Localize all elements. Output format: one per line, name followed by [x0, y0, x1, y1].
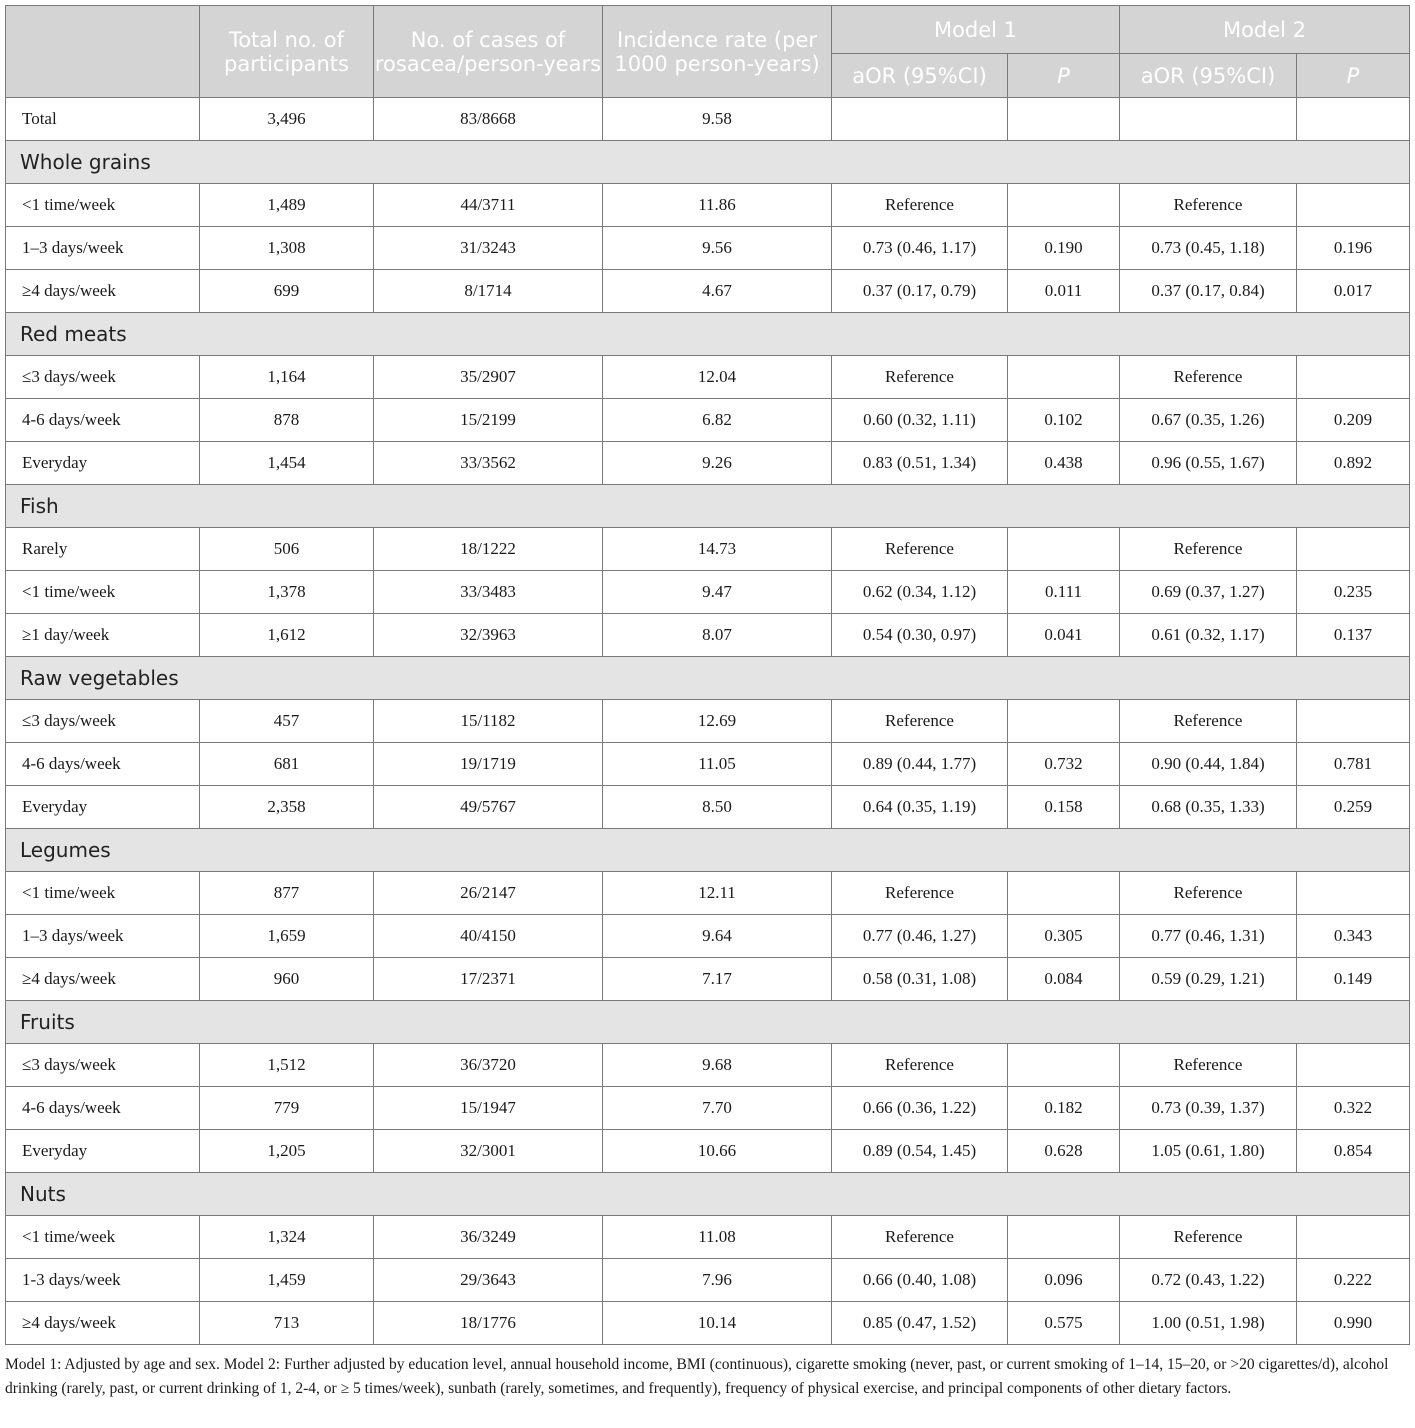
- cell-cases: 8/1714: [374, 270, 603, 313]
- cell-model-2-p: [1297, 98, 1410, 141]
- cell-model-1-p: [1008, 98, 1120, 141]
- cell-model-2-p: [1297, 356, 1410, 399]
- cell-incidence-rate: 8.07: [603, 614, 832, 657]
- cell-incidence-rate: 12.04: [603, 356, 832, 399]
- cell-model-2-aor: Reference: [1120, 1216, 1297, 1259]
- cell-model-2-aor: 0.90 (0.44, 1.84): [1120, 743, 1297, 786]
- cell-cases: 29/3643: [374, 1259, 603, 1302]
- header-model-2-p: P: [1297, 54, 1410, 98]
- cell-model-1-aor: 0.64 (0.35, 1.19): [832, 786, 1008, 829]
- cell-model-1-p: 0.084: [1008, 958, 1120, 1001]
- row-label: 4-6 days/week: [6, 399, 200, 442]
- cell-model-1-p: 0.438: [1008, 442, 1120, 485]
- cell-model-2-aor: 0.73 (0.39, 1.37): [1120, 1087, 1297, 1130]
- cell-cases: 15/1182: [374, 700, 603, 743]
- cell-model-2-aor: 0.37 (0.17, 0.84): [1120, 270, 1297, 313]
- cell-model-1-p: [1008, 184, 1120, 227]
- cell-model-2-p: [1297, 528, 1410, 571]
- section-label: Red meats: [6, 313, 1410, 356]
- table-row: [6, 1044, 1410, 1087]
- cell-model-1-p: [1008, 872, 1120, 915]
- cell-total-participants: 506: [200, 528, 374, 571]
- cell-cases: 35/2907: [374, 356, 603, 399]
- header-cases: No. of cases of rosacea/person-years: [374, 6, 603, 98]
- cell-total-participants: 1,308: [200, 227, 374, 270]
- cell-model-1-aor: 0.37 (0.17, 0.79): [832, 270, 1008, 313]
- row-label: Total: [6, 98, 200, 141]
- cell-incidence-rate: 7.96: [603, 1259, 832, 1302]
- cell-model-1-p: [1008, 356, 1120, 399]
- cell-total-participants: 713: [200, 1302, 374, 1345]
- cell-total-participants: 1,324: [200, 1216, 374, 1259]
- section-label: Fish: [6, 485, 1410, 528]
- cell-model-1-p: [1008, 1044, 1120, 1087]
- cell-total-participants: 1,454: [200, 442, 374, 485]
- cell-cases: 33/3483: [374, 571, 603, 614]
- table-row: [6, 270, 1410, 313]
- cell-total-participants: 1,512: [200, 1044, 374, 1087]
- cell-cases: 15/1947: [374, 1087, 603, 1130]
- row-label: 4-6 days/week: [6, 1087, 200, 1130]
- table-row: [6, 786, 1410, 829]
- cell-model-1-aor: 0.58 (0.31, 1.08): [832, 958, 1008, 1001]
- cell-model-2-p: [1297, 184, 1410, 227]
- section-label: Nuts: [6, 1173, 1410, 1216]
- cell-incidence-rate: 11.86: [603, 184, 832, 227]
- table-row: [6, 614, 1410, 657]
- table-row: [6, 1130, 1410, 1173]
- cell-incidence-rate: 9.58: [603, 98, 832, 141]
- header-incidence-rate: Incidence rate (per 1000 person-years): [603, 6, 832, 98]
- table-body: [6, 98, 1410, 1345]
- row-label: ≥4 days/week: [6, 270, 200, 313]
- cell-model-1-p: 0.575: [1008, 1302, 1120, 1345]
- cell-model-2-aor: 1.00 (0.51, 1.98): [1120, 1302, 1297, 1345]
- table-row: [6, 1087, 1410, 1130]
- cell-total-participants: 877: [200, 872, 374, 915]
- cell-cases: 49/5767: [374, 786, 603, 829]
- cell-model-1-aor: 0.85 (0.47, 1.52): [832, 1302, 1008, 1345]
- cell-incidence-rate: 4.67: [603, 270, 832, 313]
- row-label: <1 time/week: [6, 184, 200, 227]
- header-model-1: Model 1: [832, 6, 1120, 54]
- cell-model-2-aor: 0.72 (0.43, 1.22): [1120, 1259, 1297, 1302]
- cell-incidence-rate: 14.73: [603, 528, 832, 571]
- cell-incidence-rate: 12.69: [603, 700, 832, 743]
- cell-total-participants: 699: [200, 270, 374, 313]
- cell-model-2-aor: 1.05 (0.61, 1.80): [1120, 1130, 1297, 1173]
- row-label: ≤3 days/week: [6, 356, 200, 399]
- row-label: ≥4 days/week: [6, 1302, 200, 1345]
- cell-model-1-aor: 0.73 (0.46, 1.17): [832, 227, 1008, 270]
- header-model-1-p: P: [1008, 54, 1120, 98]
- cell-model-2-p: 0.781: [1297, 743, 1410, 786]
- table-row: [6, 1302, 1410, 1345]
- row-label: ≤3 days/week: [6, 700, 200, 743]
- cell-model-1-aor: 0.77 (0.46, 1.27): [832, 915, 1008, 958]
- table-row: [6, 1216, 1410, 1259]
- cell-model-2-aor: Reference: [1120, 1044, 1297, 1087]
- row-label: Everyday: [6, 786, 200, 829]
- section-label: Fruits: [6, 1001, 1410, 1044]
- table-row: [6, 958, 1410, 1001]
- cell-model-2-aor: Reference: [1120, 184, 1297, 227]
- cell-total-participants: 457: [200, 700, 374, 743]
- cell-cases: 36/3249: [374, 1216, 603, 1259]
- cell-model-1-p: [1008, 700, 1120, 743]
- table-row: [6, 227, 1410, 270]
- cell-model-2-p: 0.235: [1297, 571, 1410, 614]
- cell-incidence-rate: 11.08: [603, 1216, 832, 1259]
- section-label: Legumes: [6, 829, 1410, 872]
- cell-total-participants: 878: [200, 399, 374, 442]
- row-label: 1–3 days/week: [6, 915, 200, 958]
- cell-model-1-p: 0.096: [1008, 1259, 1120, 1302]
- cell-model-2-p: 0.892: [1297, 442, 1410, 485]
- cell-model-1-p: 0.011: [1008, 270, 1120, 313]
- cell-cases: 40/4150: [374, 915, 603, 958]
- cell-cases: 19/1719: [374, 743, 603, 786]
- table-row: [6, 98, 1410, 141]
- cell-model-2-p: 0.209: [1297, 399, 1410, 442]
- cell-model-1-aor: Reference: [832, 184, 1008, 227]
- data-table: [5, 5, 1410, 1345]
- cell-model-2-p: [1297, 1216, 1410, 1259]
- cell-model-1-aor: 0.60 (0.32, 1.11): [832, 399, 1008, 442]
- cell-total-participants: 1,164: [200, 356, 374, 399]
- row-label: ≤3 days/week: [6, 1044, 200, 1087]
- cell-cases: 18/1222: [374, 528, 603, 571]
- table-row: [6, 872, 1410, 915]
- cell-total-participants: 1,489: [200, 184, 374, 227]
- cell-model-1-aor: 0.66 (0.40, 1.08): [832, 1259, 1008, 1302]
- cell-model-2-p: 0.322: [1297, 1087, 1410, 1130]
- cell-model-2-aor: 0.69 (0.37, 1.27): [1120, 571, 1297, 614]
- cell-model-2-aor: 0.67 (0.35, 1.26): [1120, 399, 1297, 442]
- cell-total-participants: 1,205: [200, 1130, 374, 1173]
- table-row: [6, 399, 1410, 442]
- cell-model-1-p: 0.158: [1008, 786, 1120, 829]
- header-total-participants: Total no. of participants: [200, 6, 374, 98]
- row-label: Rarely: [6, 528, 200, 571]
- table-row: [6, 1259, 1410, 1302]
- table-row: [6, 915, 1410, 958]
- cell-model-1-aor: Reference: [832, 528, 1008, 571]
- row-label: 1–3 days/week: [6, 227, 200, 270]
- cell-model-1-p: 0.182: [1008, 1087, 1120, 1130]
- cell-incidence-rate: 9.26: [603, 442, 832, 485]
- cell-incidence-rate: 9.47: [603, 571, 832, 614]
- row-label: <1 time/week: [6, 571, 200, 614]
- cell-model-1-aor: Reference: [832, 872, 1008, 915]
- cell-model-1-aor: 0.89 (0.44, 1.77): [832, 743, 1008, 786]
- cell-model-1-aor: 0.89 (0.54, 1.45): [832, 1130, 1008, 1173]
- cell-model-1-p: 0.732: [1008, 743, 1120, 786]
- cell-model-2-aor: 0.77 (0.46, 1.31): [1120, 915, 1297, 958]
- cell-incidence-rate: 9.64: [603, 915, 832, 958]
- cell-model-1-p: 0.305: [1008, 915, 1120, 958]
- section-label: Whole grains: [6, 141, 1410, 184]
- cell-cases: 83/8668: [374, 98, 603, 141]
- cell-model-2-p: 0.990: [1297, 1302, 1410, 1345]
- cell-model-2-aor: [1120, 98, 1297, 141]
- cell-model-1-aor: 0.66 (0.36, 1.22): [832, 1087, 1008, 1130]
- cell-cases: 33/3562: [374, 442, 603, 485]
- cell-model-2-aor: 0.96 (0.55, 1.67): [1120, 442, 1297, 485]
- section-row: [6, 1001, 1410, 1044]
- cell-model-2-p: 0.259: [1297, 786, 1410, 829]
- header-model-2-aor: aOR (95%CI): [1120, 54, 1297, 98]
- section-row: [6, 141, 1410, 184]
- row-label: Everyday: [6, 1130, 200, 1173]
- section-row: [6, 829, 1410, 872]
- cell-model-1-aor: [832, 98, 1008, 141]
- table-row: [6, 571, 1410, 614]
- cell-model-1-p: 0.190: [1008, 227, 1120, 270]
- cell-incidence-rate: 10.14: [603, 1302, 832, 1345]
- cell-cases: 31/3243: [374, 227, 603, 270]
- table-row: [6, 743, 1410, 786]
- table-row: [6, 700, 1410, 743]
- cell-incidence-rate: 9.56: [603, 227, 832, 270]
- cell-total-participants: 1,659: [200, 915, 374, 958]
- table-footnote: Model 1: Adjusted by age and sex. Model 2: Further adjusted by education level, annual household income, BMI (continuous), cigarette smoking (never, past, or current smoking of 1–14, 15–20, or >20 cigarettes/d), alcohol drinking (rarely, past, or current drinking of 1, 2-4, or ≥ 5 times/week), sunbath (rarely, sometimes, and frequently), frequency of physical exercise, and principal components of other dietary factors.: [5, 1356, 1389, 1397]
- cell-total-participants: 2,358: [200, 786, 374, 829]
- cell-cases: 26/2147: [374, 872, 603, 915]
- cell-model-2-p: [1297, 872, 1410, 915]
- table-row: [6, 184, 1410, 227]
- cell-model-2-aor: 0.73 (0.45, 1.18): [1120, 227, 1297, 270]
- cell-model-1-aor: 0.54 (0.30, 0.97): [832, 614, 1008, 657]
- cell-cases: 32/3001: [374, 1130, 603, 1173]
- section-row: [6, 657, 1410, 700]
- cell-model-1-aor: Reference: [832, 700, 1008, 743]
- cell-model-1-aor: Reference: [832, 1044, 1008, 1087]
- table-row: [6, 356, 1410, 399]
- cell-model-2-aor: 0.68 (0.35, 1.33): [1120, 786, 1297, 829]
- header-model-2: Model 2: [1120, 6, 1410, 54]
- row-label: <1 time/week: [6, 872, 200, 915]
- cell-cases: 17/2371: [374, 958, 603, 1001]
- cell-incidence-rate: 11.05: [603, 743, 832, 786]
- section-label: Raw vegetables: [6, 657, 1410, 700]
- section-row: [6, 313, 1410, 356]
- cell-model-1-p: [1008, 1216, 1120, 1259]
- cell-total-participants: 681: [200, 743, 374, 786]
- header-model-1-aor: aOR (95%CI): [832, 54, 1008, 98]
- section-row: [6, 1173, 1410, 1216]
- cell-cases: 36/3720: [374, 1044, 603, 1087]
- row-label: <1 time/week: [6, 1216, 200, 1259]
- table-row: [6, 528, 1410, 571]
- cell-model-1-aor: 0.83 (0.51, 1.34): [832, 442, 1008, 485]
- cell-model-2-aor: Reference: [1120, 872, 1297, 915]
- row-label: 4-6 days/week: [6, 743, 200, 786]
- cell-total-participants: 1,378: [200, 571, 374, 614]
- cell-incidence-rate: 12.11: [603, 872, 832, 915]
- cell-model-2-aor: Reference: [1120, 700, 1297, 743]
- row-label: ≥1 day/week: [6, 614, 200, 657]
- section-row: [6, 485, 1410, 528]
- cell-model-2-aor: Reference: [1120, 528, 1297, 571]
- row-label: 1-3 days/week: [6, 1259, 200, 1302]
- cell-model-1-aor: 0.62 (0.34, 1.12): [832, 571, 1008, 614]
- cell-model-2-p: 0.017: [1297, 270, 1410, 313]
- cell-incidence-rate: 8.50: [603, 786, 832, 829]
- cell-model-2-aor: Reference: [1120, 356, 1297, 399]
- cell-model-1-p: 0.628: [1008, 1130, 1120, 1173]
- cell-total-participants: 779: [200, 1087, 374, 1130]
- cell-model-1-p: 0.102: [1008, 399, 1120, 442]
- cell-total-participants: 1,459: [200, 1259, 374, 1302]
- header-blank: [6, 6, 200, 98]
- cell-total-participants: 1,612: [200, 614, 374, 657]
- cell-model-1-p: [1008, 528, 1120, 571]
- table-row: [6, 442, 1410, 485]
- cell-total-participants: 960: [200, 958, 374, 1001]
- cell-model-1-p: 0.111: [1008, 571, 1120, 614]
- cell-total-participants: 3,496: [200, 98, 374, 141]
- cell-model-2-p: 0.196: [1297, 227, 1410, 270]
- row-label: ≥4 days/week: [6, 958, 200, 1001]
- row-label: Everyday: [6, 442, 200, 485]
- cell-model-1-aor: Reference: [832, 1216, 1008, 1259]
- cell-model-2-p: 0.854: [1297, 1130, 1410, 1173]
- cell-model-2-p: 0.343: [1297, 915, 1410, 958]
- cell-model-2-aor: 0.59 (0.29, 1.21): [1120, 958, 1297, 1001]
- cell-model-1-p: 0.041: [1008, 614, 1120, 657]
- cell-incidence-rate: 7.70: [603, 1087, 832, 1130]
- cell-incidence-rate: 6.82: [603, 399, 832, 442]
- cell-model-2-p: [1297, 1044, 1410, 1087]
- cell-cases: 18/1776: [374, 1302, 603, 1345]
- cell-cases: 44/3711: [374, 184, 603, 227]
- cell-model-1-aor: Reference: [832, 356, 1008, 399]
- cell-incidence-rate: 9.68: [603, 1044, 832, 1087]
- cell-model-2-p: 0.137: [1297, 614, 1410, 657]
- cell-model-2-p: 0.149: [1297, 958, 1410, 1001]
- cell-cases: 15/2199: [374, 399, 603, 442]
- cell-cases: 32/3963: [374, 614, 603, 657]
- cell-model-2-aor: 0.61 (0.32, 1.17): [1120, 614, 1297, 657]
- table-container: [5, 5, 1409, 1400]
- cell-model-2-p: [1297, 700, 1410, 743]
- cell-model-2-p: 0.222: [1297, 1259, 1410, 1302]
- cell-incidence-rate: 7.17: [603, 958, 832, 1001]
- cell-incidence-rate: 10.66: [603, 1130, 832, 1173]
